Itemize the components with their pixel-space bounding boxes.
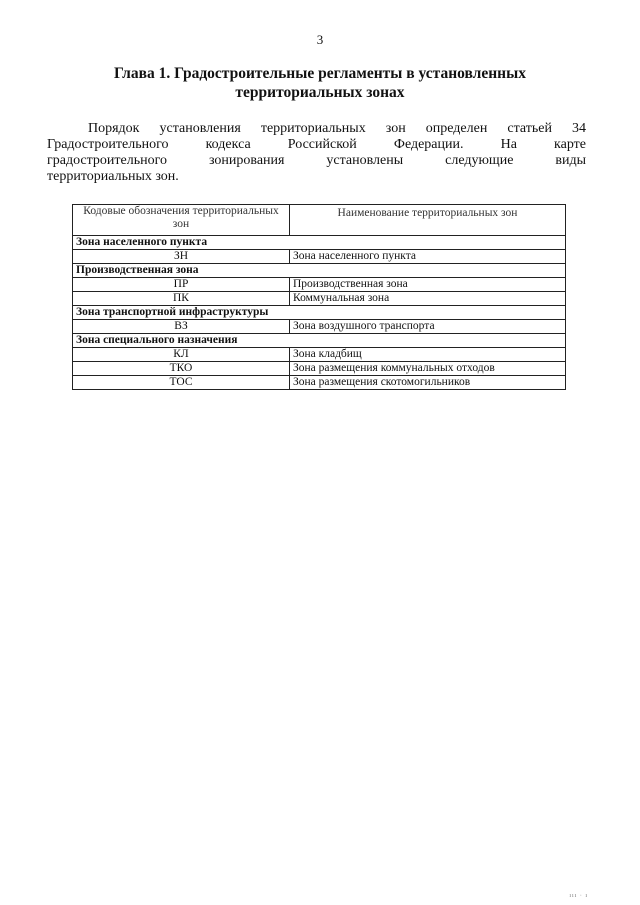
intro-line-2: Градостроительного кодекса Российской Федерации. На карте	[47, 137, 586, 152]
zone-name: Зона воздушного транспорта	[290, 320, 566, 334]
intro-line-1: Порядок установления территориальных зон определен статьей 34	[88, 121, 586, 136]
scan-mark: ııı · ı	[569, 893, 588, 899]
chapter-title	[60, 64, 580, 102]
intro-paragraph	[47, 121, 586, 185]
chapter-title-line-1: Глава 1. Градостроительные регламенты в установленных	[114, 65, 526, 82]
group-title: Зона населенного пункта	[73, 236, 566, 250]
header-code: Кодовые обозначения территориальных зон	[73, 205, 290, 236]
zone-code: ВЗ	[73, 320, 290, 334]
zone-code: ТКО	[73, 362, 290, 376]
table-row	[73, 376, 566, 390]
page-number: 3	[316, 32, 324, 47]
intro-line-4: территориальных зон.	[47, 169, 179, 184]
table-header-row	[73, 205, 566, 236]
group-row	[73, 264, 566, 278]
intro-line-3: градостроительного зонирования установлены следующие виды	[47, 153, 586, 168]
zone-name: Зона размещения коммунальных отходов	[290, 362, 566, 376]
group-row	[73, 306, 566, 320]
table-row	[73, 292, 566, 306]
table-row	[73, 250, 566, 264]
zone-name: Зона размещения скотомогильников	[290, 376, 566, 390]
zone-name: Производственная зона	[290, 278, 566, 292]
zone-code: ТОС	[73, 376, 290, 390]
table-row	[73, 320, 566, 334]
zone-name: Зона населенного пункта	[290, 250, 566, 264]
header-name: Наименование территориальных зон	[290, 205, 566, 236]
zones-table	[72, 204, 566, 390]
group-title: Зона транспортной инфраструктуры	[73, 306, 566, 320]
table-row	[73, 362, 566, 376]
chapter-title-line-2: территориальных зонах	[235, 84, 405, 101]
zone-code: ЗН	[73, 250, 290, 264]
table-row	[73, 278, 566, 292]
zone-name: Коммунальная зона	[290, 292, 566, 306]
group-row	[73, 334, 566, 348]
group-title: Производственная зона	[73, 264, 566, 278]
zone-code: ПК	[73, 292, 290, 306]
group-title: Зона специального назначения	[73, 334, 566, 348]
group-row	[73, 236, 566, 250]
table-row	[73, 348, 566, 362]
zone-code: КЛ	[73, 348, 290, 362]
zone-code: ПР	[73, 278, 290, 292]
zone-name: Зона кладбищ	[290, 348, 566, 362]
